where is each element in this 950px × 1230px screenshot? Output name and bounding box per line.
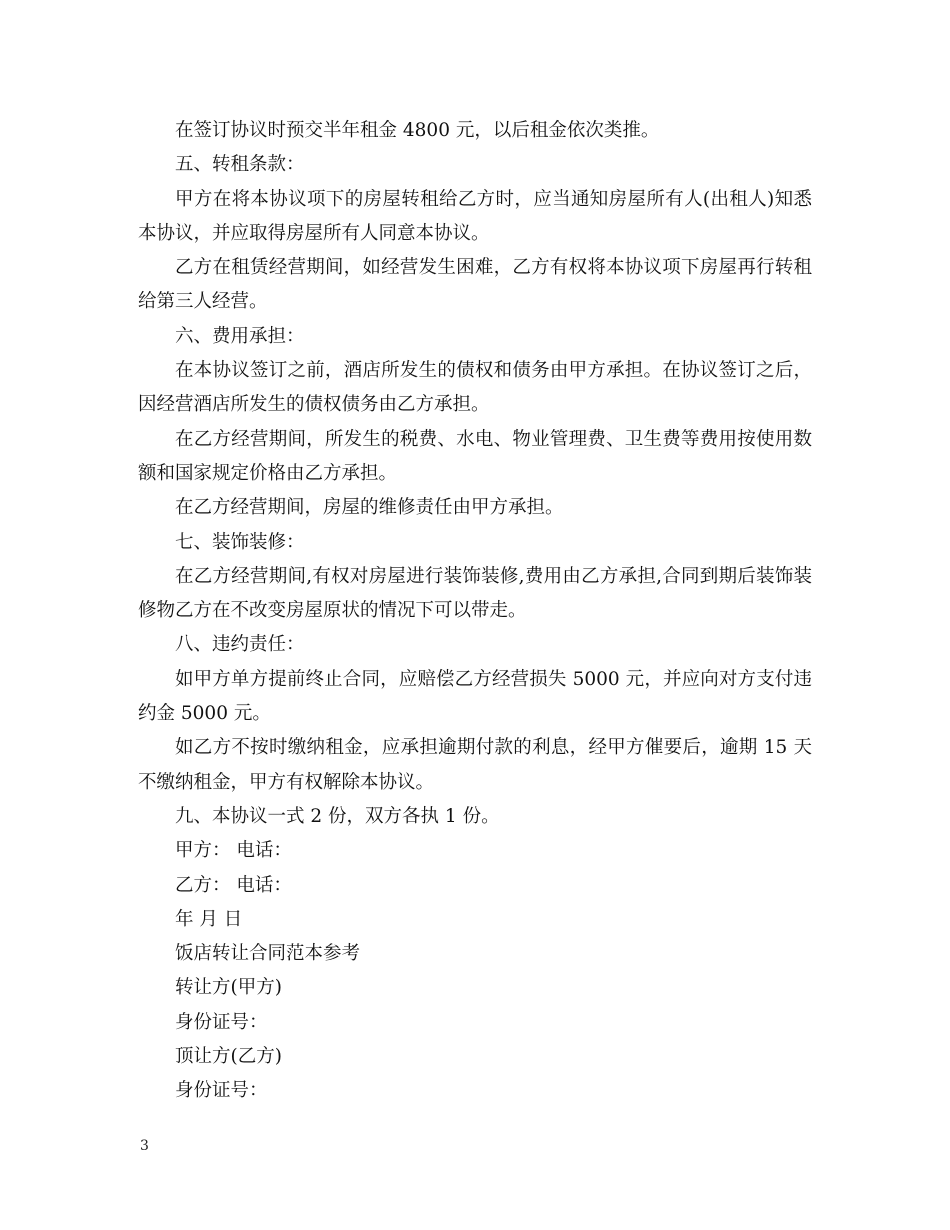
heading-cost-bearing: 六、费用承担： [175, 325, 305, 347]
paragraph-sublease-right: 乙方在租赁经营期间，如经营发生困难，乙方有权将本协议项下房屋再行转租给第三人经营。 [138, 257, 812, 313]
paragraph-advance-rent: 在签订协议时预交半年租金 4800 元，以后租金依次类推。 [175, 120, 660, 141]
signature-party-a: 甲方： 电话： [175, 840, 292, 862]
paragraph-sublease-notice: 甲方在将本协议项下的房屋转租给乙方时，应当通知房屋所有人(出租人)知悉本协议，并应取得房屋所有人同意本协议。 [138, 188, 812, 244]
transferee-line: 顶让方(乙方) [175, 1046, 282, 1068]
heading-breach-liability: 八、违约责任： [175, 634, 305, 656]
transferee-id-line: 身份证号： [175, 1080, 268, 1102]
transferor-id-line: 身份证号： [175, 1011, 268, 1033]
paragraph-copies: 九、本协议一式 2 份，双方各执 1 份。 [175, 805, 500, 827]
paragraph-debts: 在本协议签订之前，酒店所发生的债权和债务由甲方承担。在协议签订之后，因经营酒店所发生的债权债务由乙方承担。 [138, 360, 812, 416]
transferor-line: 转让方(甲方) [175, 977, 282, 999]
heading-decoration: 七、装饰装修： [175, 531, 305, 553]
contract-title-reference: 饭店转让合同范本参考 [175, 943, 361, 965]
paragraph-party-b-breach: 如乙方不按时缴纳租金，应承担逾期付款的利息，经甲方催要后，逾期 15 天不缴纳租金，甲方有权解除本协议。 [138, 737, 812, 793]
paragraph-decoration: 在乙方经营期间,有权对房屋进行装饰装修,费用由乙方承担,合同到期后装饰装修物乙方在不改变房屋原状的情况下可以带走。 [138, 565, 812, 622]
page-number: 3 [140, 1138, 149, 1154]
paragraph-fees: 在乙方经营期间，所发生的税费、水电、物业管理费、卫生费等费用按使用数额和国家规定价格由乙方承担。 [138, 428, 812, 484]
heading-sublease-clause: 五、转租条款： [175, 154, 305, 176]
paragraph-maintenance: 在乙方经营期间，房屋的维修责任由甲方承担。 [175, 497, 564, 519]
document-body [138, 114, 812, 1109]
paragraph-party-a-breach: 如甲方单方提前终止合同，应赔偿乙方经营损失 5000 元，并应向对方支付违约金 5000 元。 [138, 668, 812, 725]
signature-party-b: 乙方： 电话： [175, 874, 292, 896]
date-line: 年 月 日 [175, 908, 243, 930]
